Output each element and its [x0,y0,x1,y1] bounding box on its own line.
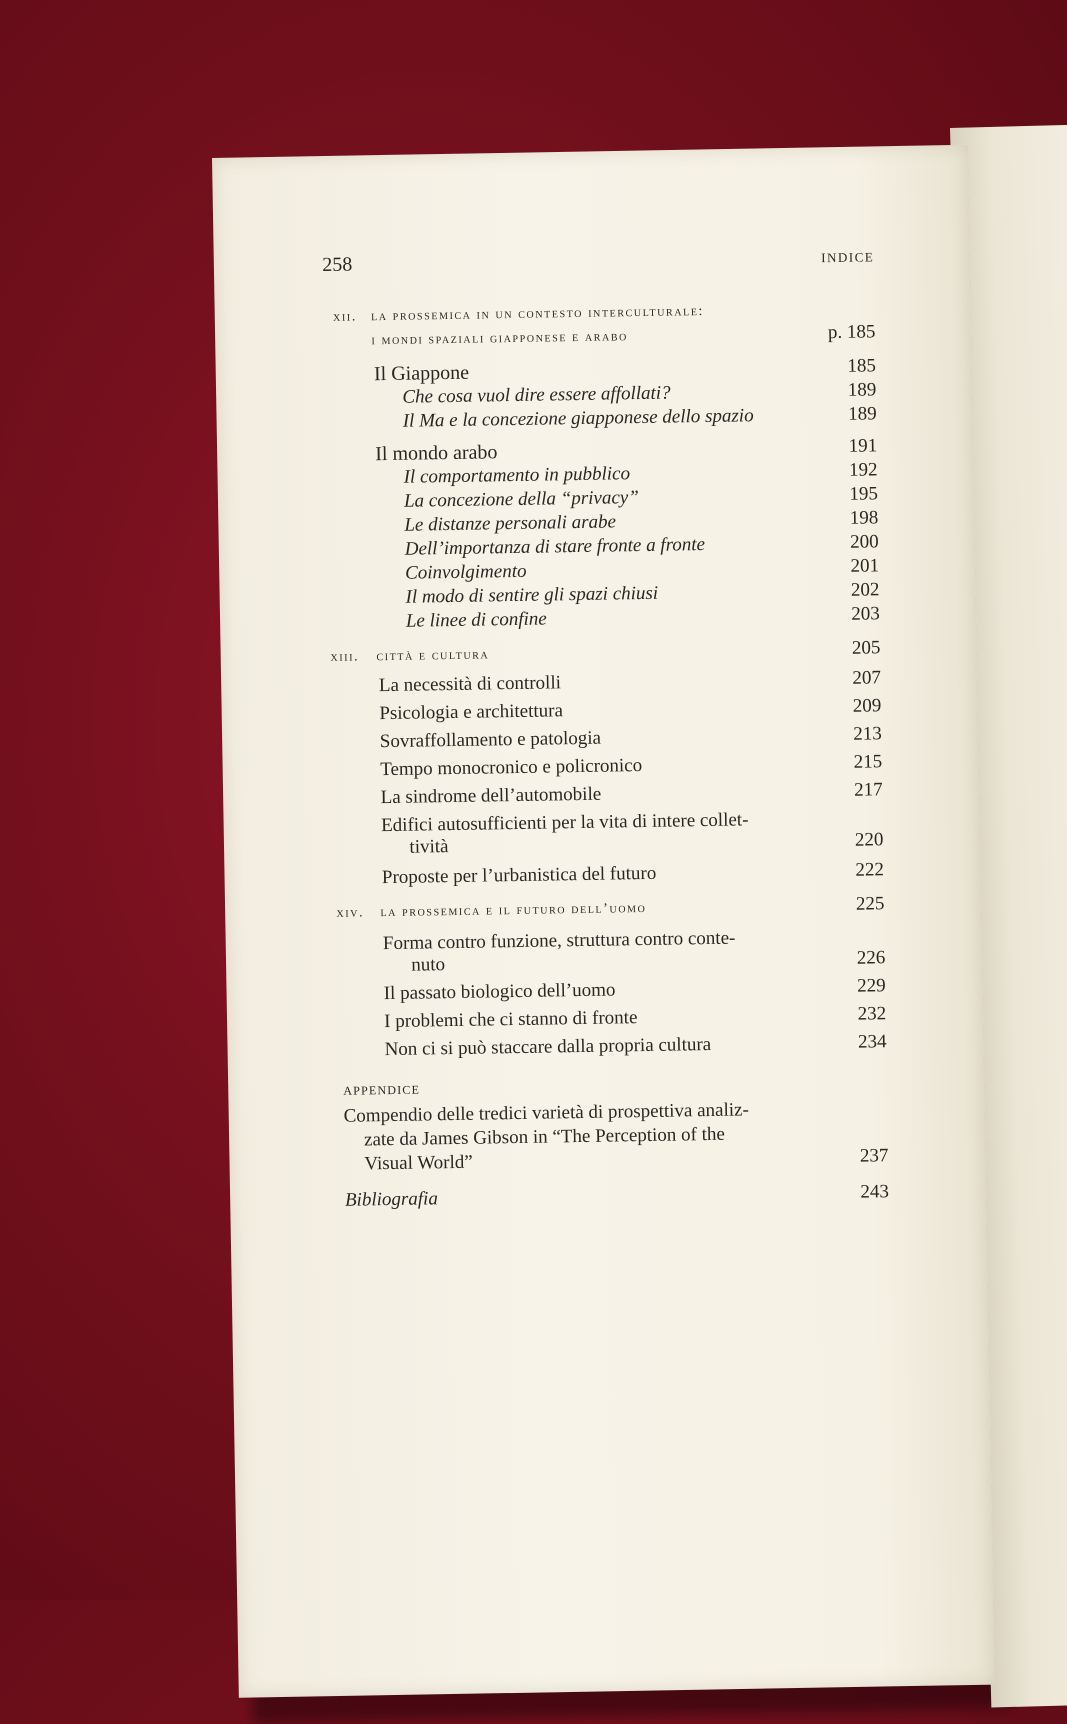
entry-label: Psicologia e architettura [379,700,564,725]
table-of-contents [322,237,889,1226]
entry-page: 237 [859,1145,889,1167]
entry-page: 189 [847,379,877,401]
entry-label: Che cosa vuol dire essere affollati? [402,382,671,408]
chapter-page: p. 185 [827,321,876,344]
chapter-xiii-heading [328,637,881,665]
entry-page: 201 [850,555,880,577]
entry-page: 203 [851,603,881,625]
chapter-xii-heading [323,301,875,325]
bibliography-label: Bibliografia [344,1188,439,1211]
toc-entry [324,355,877,386]
entry-page: 198 [849,507,879,529]
entry-label: La concezione della “privacy” [403,487,639,512]
entry-label-continuation: tività [409,836,449,858]
entry-page: 189 [848,403,877,425]
chapter-number: xii. [333,309,358,325]
appendix-heading [335,1075,887,1098]
entry-label: Tempo monocronico e policronico [380,755,643,781]
entry-page: 195 [849,483,879,505]
page-number: 258 [322,253,353,276]
chapter-title-line2: i mondi spaziali giapponese e arabo [371,329,629,349]
entry-label-continuation: nuto [411,954,446,976]
entry-page: 234 [857,1031,887,1053]
entry-page: 229 [857,975,886,997]
entry-page: 215 [853,751,883,773]
chapter-title: città e cultura [376,647,490,665]
entry-label: Il Ma e la concezione giapponese dello spazio [402,405,754,432]
entry-page: 226 [856,947,886,969]
entry-label: Coinvolgimento [404,560,527,584]
toc-entry [329,667,882,697]
entry-page: 217 [853,779,883,801]
chapter-page: 205 [851,637,881,659]
entry-page: 207 [852,667,882,689]
entry-label: Edifici autosufficienti per la vita di intere collet- [380,809,749,837]
entry-label: La necessità di controlli [378,672,562,697]
toc-entry [332,859,885,889]
entry-page: 213 [853,723,882,745]
chapter-number: xiii. [330,649,360,665]
running-title: INDICE [821,249,875,266]
chapter-title-line1: la prossemica in un contesto interculturale: [370,304,705,325]
entry-label: Le distanze personali arabe [404,511,617,536]
chapter-xiv-heading [332,893,885,921]
entry-label: Le linee di confine [405,608,547,632]
bibliography-entry [337,1181,890,1211]
appendix-title: APPENDICE [343,1082,421,1098]
entry-label: La sindrome dell’automobile [380,783,602,809]
toc-entry [333,925,885,955]
entry-label: Il mondo arabo [375,441,498,466]
chapter-number: xiv. [336,905,365,921]
entry-label: I problemi che ci stanno di fronte [384,1007,638,1033]
entry-label: Il modo di sentire gli spazi chiusi [405,582,659,608]
chapter-title: la prossemica e il futuro dell’uomo [380,900,647,921]
entry-page: 222 [855,859,885,881]
appendix-line1: Compendio delle tredici varietà di prospettiva analiz- [343,1099,749,1127]
entry-page: 209 [852,695,882,717]
appendix-entry [336,1097,888,1127]
entry-label: Non ci si può staccare dalla propria cultura [384,1033,712,1061]
entry-label: Forma contro funzione, struttura contro conte- [382,927,736,955]
entry-page: 243 [860,1181,890,1203]
entry-label: Dell’importanza di stare fronte a fronte [404,534,706,560]
appendix-line2: zate da James Gibson in “The Perception of the [363,1123,726,1151]
entry-label: Il comportamento in pubblico [403,463,631,488]
entry-page: 232 [857,1003,887,1025]
entry-label: Il Giappone [373,361,470,386]
appendix-line3: Visual World” [364,1151,473,1175]
entry-page: 220 [854,829,884,851]
chapter-xii-heading-line2 [323,321,876,349]
entry-page: 185 [847,355,877,377]
entry-page: 191 [848,435,878,457]
entry-label: Il passato biologico dell’uomo [383,979,616,1005]
entry-label: Proposte per l’urbanistica del futuro [381,862,657,889]
chapter-page: 225 [855,893,885,915]
entry-page: 192 [848,459,878,481]
entry-page: 202 [850,579,880,601]
entry-page: 200 [850,531,879,553]
entry-label: Sovraffollamento e patologia [379,727,602,753]
toc-entry [325,435,878,466]
